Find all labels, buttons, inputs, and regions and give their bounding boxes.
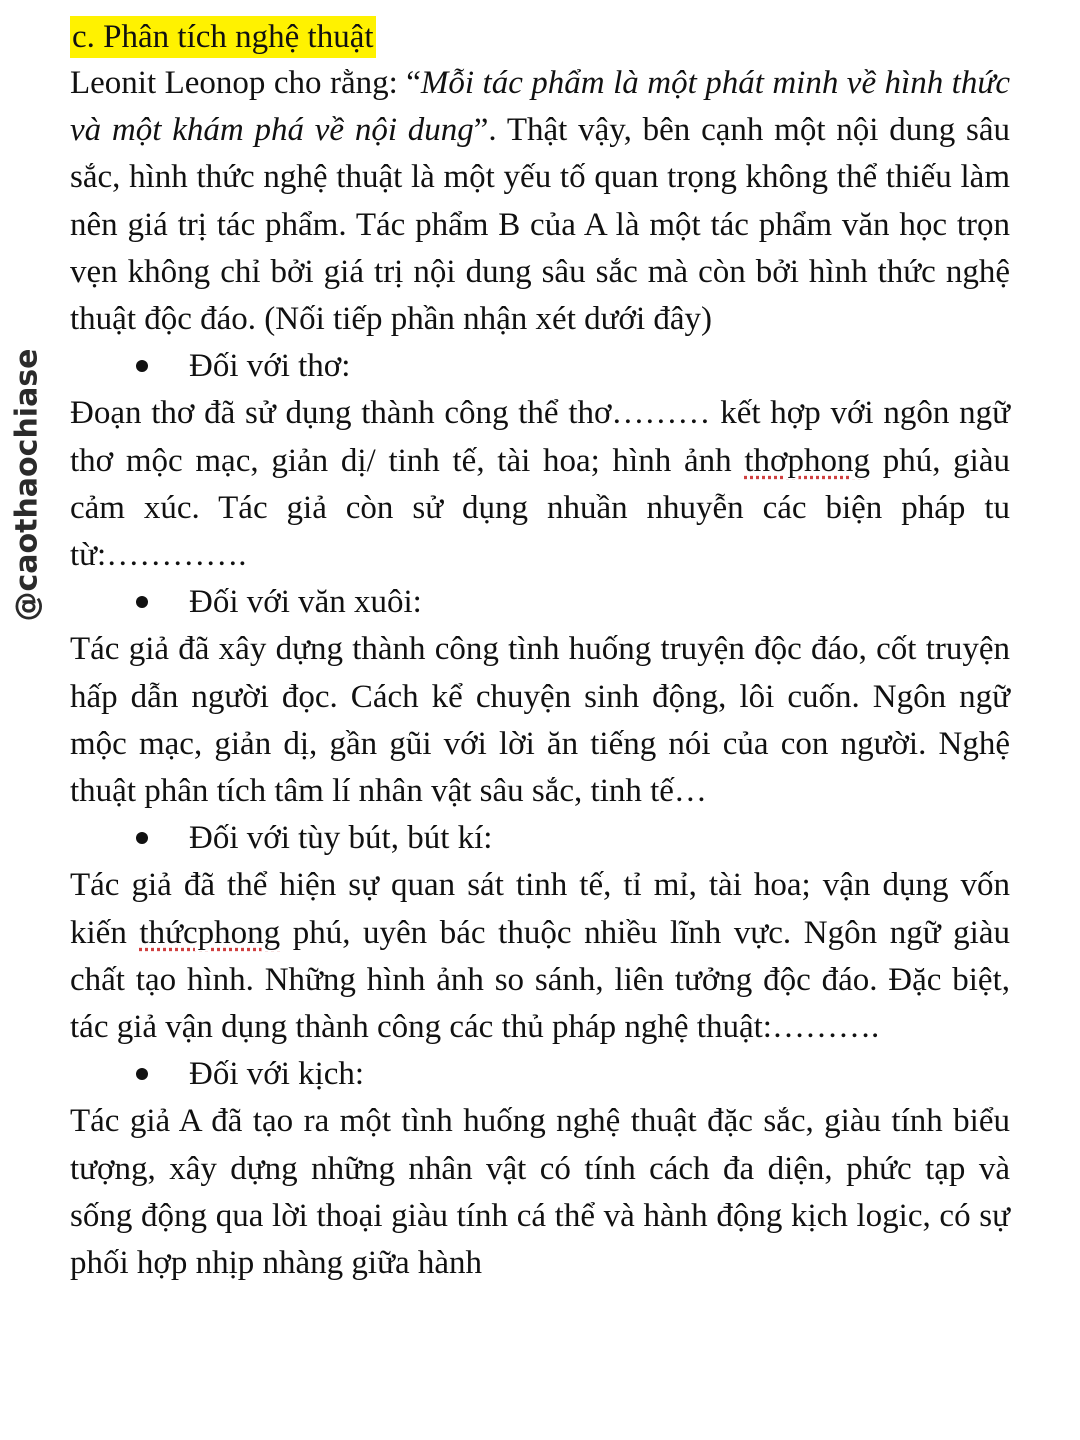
watermark-text: @caothaochiase bbox=[9, 348, 45, 622]
bullet-drama-label: Đối với kịch: bbox=[189, 1056, 365, 1093]
intro-paragraph bbox=[70, 60, 1010, 343]
section-heading: c. Phân tích nghệ thuật bbox=[70, 16, 376, 58]
poetry-text-start: Đoạn thơ đã sử dụng thành công thể thơ……… kết hợp với ngôn ngữ thơ mộc mạc, giản dị/ tinh tế, tài hoa; hình ảnh bbox=[70, 395, 1010, 479]
intro-text-rest: ”. Thật vậy, bên cạnh một nội dung sâu sắc, hình thức nghệ thuật là một yếu tố quan trọng không thể thiếu làm nên giá trị tác phẩm. Tác phẩm B của A là một tác phẩm văn học trọn vẹn không chỉ bởi giá trị nội dung sâu sắc mà còn bởi hình thức nghệ thuật độc đáo. (Nối tiếp phần nhận xét dưới đây) bbox=[70, 112, 1010, 338]
poetry-paragraph bbox=[70, 390, 1010, 579]
spellcheck-word: thơphong bbox=[744, 442, 870, 479]
bullet-essay bbox=[70, 815, 1010, 862]
bullet-poetry-label: Đối với thơ: bbox=[189, 348, 351, 385]
intro-text-start: Leonit Leonop cho rằng: “ bbox=[70, 65, 421, 101]
bullet-prose-label: Đối với văn xuôi: bbox=[189, 584, 422, 621]
prose-paragraph: Tác giả đã xây dựng thành công tình huống truyện độc đáo, cốt truyện hấp dẫn người đọc. Cách kể chuyện sinh động, lôi cuốn. Ngôn ngữ mộc mạc, giản dị, gần gũi với lời ăn tiếng nói của con người. Nghệ thuật phân tích tâm lí nhân vật sâu sắc, tinh tế… bbox=[70, 631, 1010, 810]
watermark-handle bbox=[4, 345, 50, 625]
bullet-prose bbox=[70, 579, 1010, 626]
essay-paragraph bbox=[70, 862, 1010, 1051]
poetry-text-rest: phú, giàu cảm xúc. Tác giả còn sử dụng nhuần nhuyễn các biện pháp tu từ:…………. bbox=[70, 442, 1010, 574]
bullet-poetry bbox=[70, 343, 1010, 390]
bullet-drama bbox=[70, 1051, 1010, 1098]
drama-paragraph: Tác giả A đã tạo ra một tình huống nghệ thuật đặc sắc, giàu tính biểu tượng, xây dựng những nhân vật có tính cách đa diện, phức tạp và sống động qua lời thoại giàu tính cá thể và hành động kịch logic, có sự phối hợp nhịp nhàng giữa hành bbox=[70, 1103, 1010, 1282]
essay-text-rest: phú, uyên bác thuộc nhiều lĩnh vực. Ngôn ngữ giàu chất tạo hình. Những hình ảnh so sánh, liên tưởng độc đáo. Đặc biệt, tác giả vận dụng thành công các thủ pháp nghệ thuật:………. bbox=[70, 914, 1010, 1046]
document-page bbox=[70, 16, 1010, 1287]
essay-text-start: Tác giả đã thể hiện sự quan sát tinh tế, tỉ mỉ, tài hoa; vận dụng vốn kiến bbox=[70, 867, 1010, 951]
intro-quote: Mỗi tác phẩm là một phát minh về hình thức và một khám phá về nội dung bbox=[70, 65, 1010, 149]
spellcheck-word: thứcphong bbox=[139, 914, 281, 951]
bullet-essay-label: Đối với tùy bút, bút kí: bbox=[189, 820, 493, 857]
